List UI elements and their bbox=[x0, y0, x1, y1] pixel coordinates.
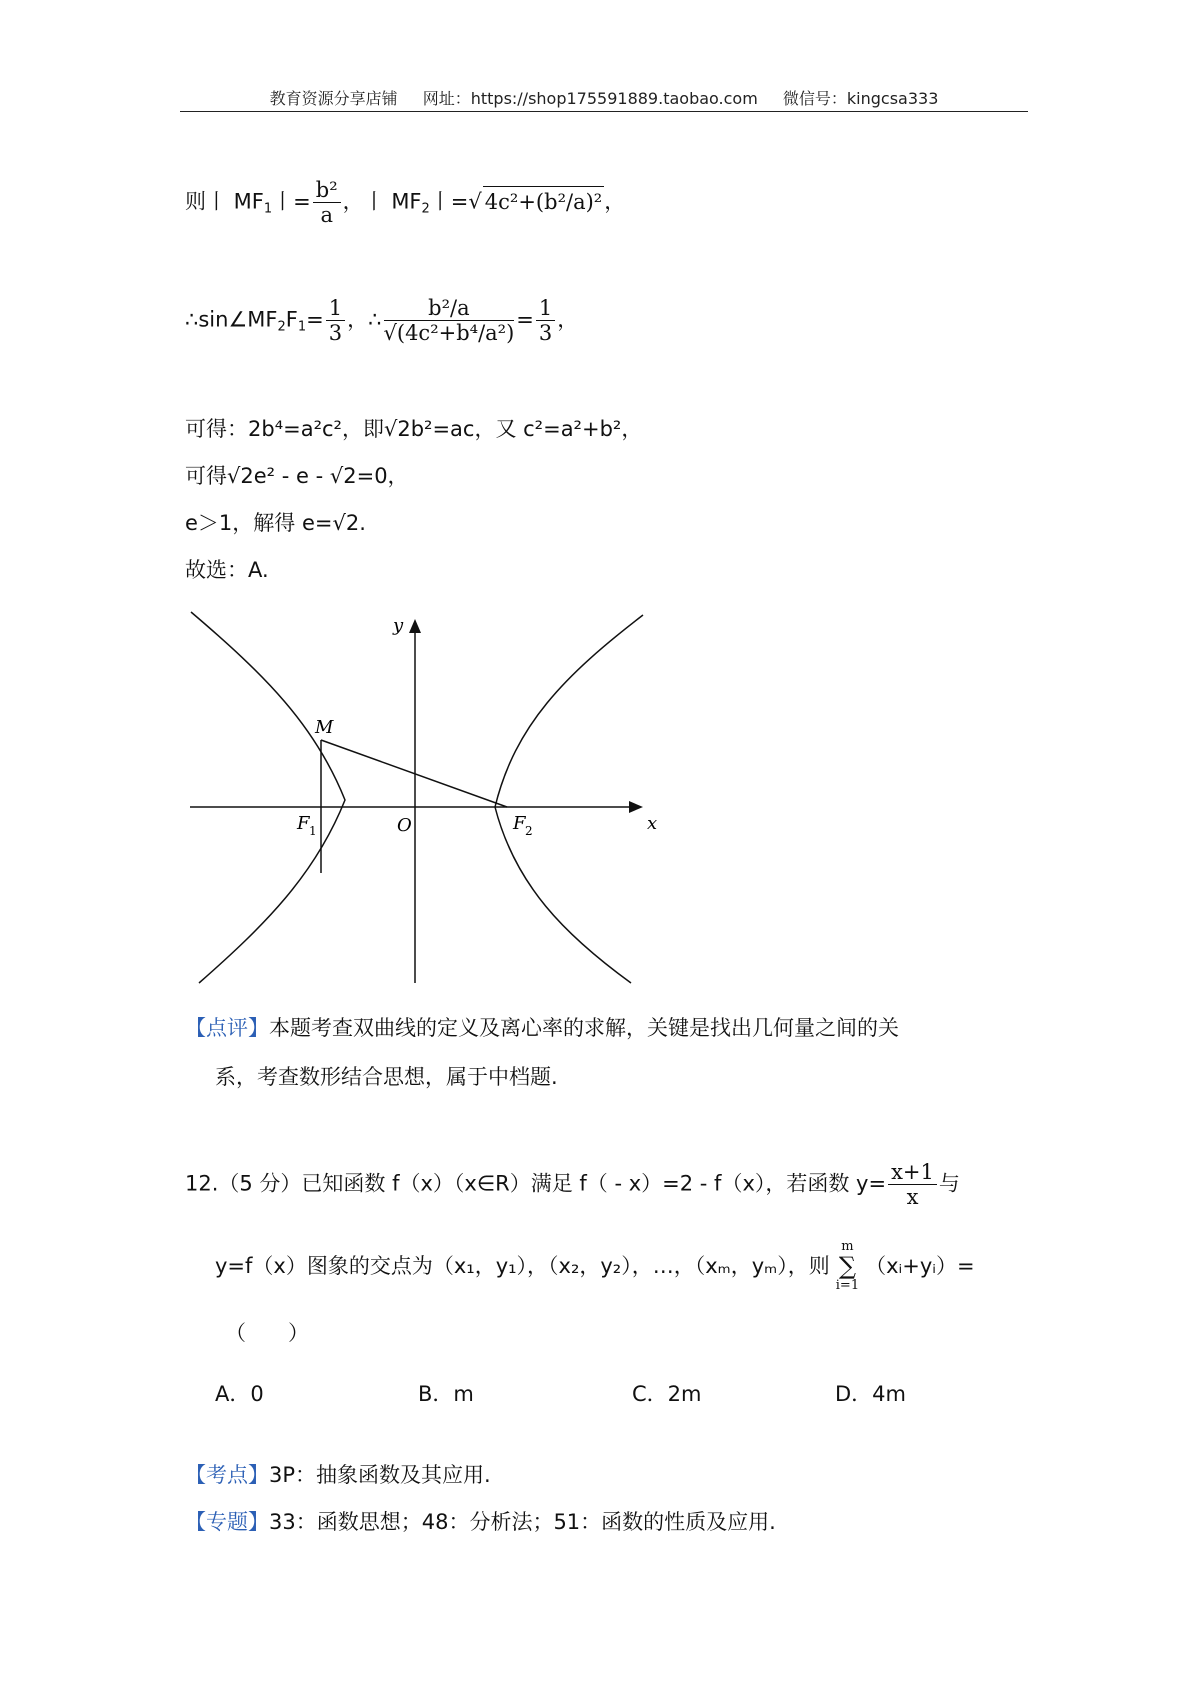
fraction-b2-over-a: $\frac{\text{b²}}{a}$ bbox=[313, 178, 341, 227]
label-f1-sub: 1 bbox=[309, 824, 317, 838]
x-axis-arrow bbox=[629, 801, 643, 813]
option-b: B．m bbox=[418, 1382, 474, 1406]
fraction-sin-expression: $\frac{\text{b²/a}}{\text{√(4c²+b⁴/a²)}}$ bbox=[383, 296, 515, 345]
label-f2-sub: 2 bbox=[525, 824, 533, 838]
sqrt-expression: 4c²+(b²/a)² bbox=[483, 186, 604, 217]
solution-line-3: 可得：2b⁴=a²c²，即√2b²=ac，又 c²=a²+b²， bbox=[185, 417, 643, 441]
comment-line-2: 系，考查数形结合思想，属于中档题. bbox=[215, 1065, 558, 1089]
label-f2: F bbox=[513, 813, 526, 834]
header-url[interactable]: 网址：https://shop175591889.taobao.com bbox=[422, 89, 758, 108]
header-rule bbox=[180, 111, 1028, 112]
label-o: O bbox=[397, 815, 412, 836]
header-shop: 教育资源分享店铺 bbox=[269, 89, 398, 108]
solution-line-5: e＞1，解得 e=√2. bbox=[185, 511, 366, 535]
hyperbola-figure bbox=[185, 605, 665, 985]
label-f1: F bbox=[297, 813, 310, 834]
fraction-x-plus-1-over-x: $\frac{x+1}{x}$ bbox=[888, 1160, 937, 1209]
solution-line-6: 故选：A. bbox=[185, 558, 269, 582]
page-header bbox=[180, 86, 1028, 109]
option-c: C．2m bbox=[632, 1382, 702, 1406]
y-axis-arrow bbox=[409, 619, 421, 633]
comment-tag: 【点评】 bbox=[185, 1016, 269, 1040]
header-wechat: 微信号：kingcsa333 bbox=[782, 89, 939, 108]
solution-line-1: 则丨 $MF_1$丨= $\frac{\text{b²}}{a}$ ，丨 $MF_2$丨=√ 4c²+(b²/a)²， bbox=[185, 178, 626, 227]
kaodian-tag: 【考点】 bbox=[185, 1463, 269, 1487]
summation: m ∑ i=1 bbox=[835, 1239, 860, 1293]
solution-line-2: $\therefore\sin\angle MF_2F_1=$ $\frac{1}{3}$ ，∴ $\frac{\text{b²/a}}{\text{√(4c²+b⁴/a²)}}$ = $\frac{1}{3}$ ， bbox=[185, 296, 579, 345]
option-a: A．0 bbox=[215, 1382, 264, 1406]
fraction-one-third-2: $\frac{1}{3}$ bbox=[536, 296, 555, 345]
label-y: y bbox=[393, 615, 404, 636]
comment-line-1: 【点评】本题考查双曲线的定义及离心率的求解，关键是找出几何量之间的关 bbox=[185, 1016, 899, 1040]
hyperbola-left-branch bbox=[191, 612, 345, 983]
zhuanti-tag: 【专题】 bbox=[185, 1510, 269, 1534]
label-x: x bbox=[647, 813, 658, 834]
option-d: D．4m bbox=[835, 1382, 906, 1406]
hyperbola-right-branch bbox=[495, 615, 643, 983]
zhuanti-line: 【专题】33：函数思想；48：分析法；51：函数的性质及应用. bbox=[185, 1510, 776, 1534]
solution-line-4: 可得√2e² - e - √2=0， bbox=[185, 464, 409, 488]
question-line-1: 12.（5 分）已知函数 f（x）（x∈R）满足 f（ - x）=2 - f（x），若函数 y= $\frac{x+1}{x}$ 与 bbox=[185, 1160, 960, 1209]
kaodian-line: 【考点】3P：抽象函数及其应用. bbox=[185, 1463, 491, 1487]
label-m: M bbox=[315, 717, 334, 738]
segment-mf2 bbox=[321, 740, 507, 807]
fraction-one-third: $\frac{1}{3}$ bbox=[326, 296, 345, 345]
question-line-2: y=f（x）图象的交点为（x₁，y₁），（x₂，y₂），…，（xₘ，yₘ），则 m ∑ i=1 （xᵢ+yᵢ）= bbox=[215, 1239, 975, 1293]
question-blank: （ ） bbox=[225, 1321, 309, 1345]
sqrt-symbol: √ bbox=[468, 189, 482, 214]
